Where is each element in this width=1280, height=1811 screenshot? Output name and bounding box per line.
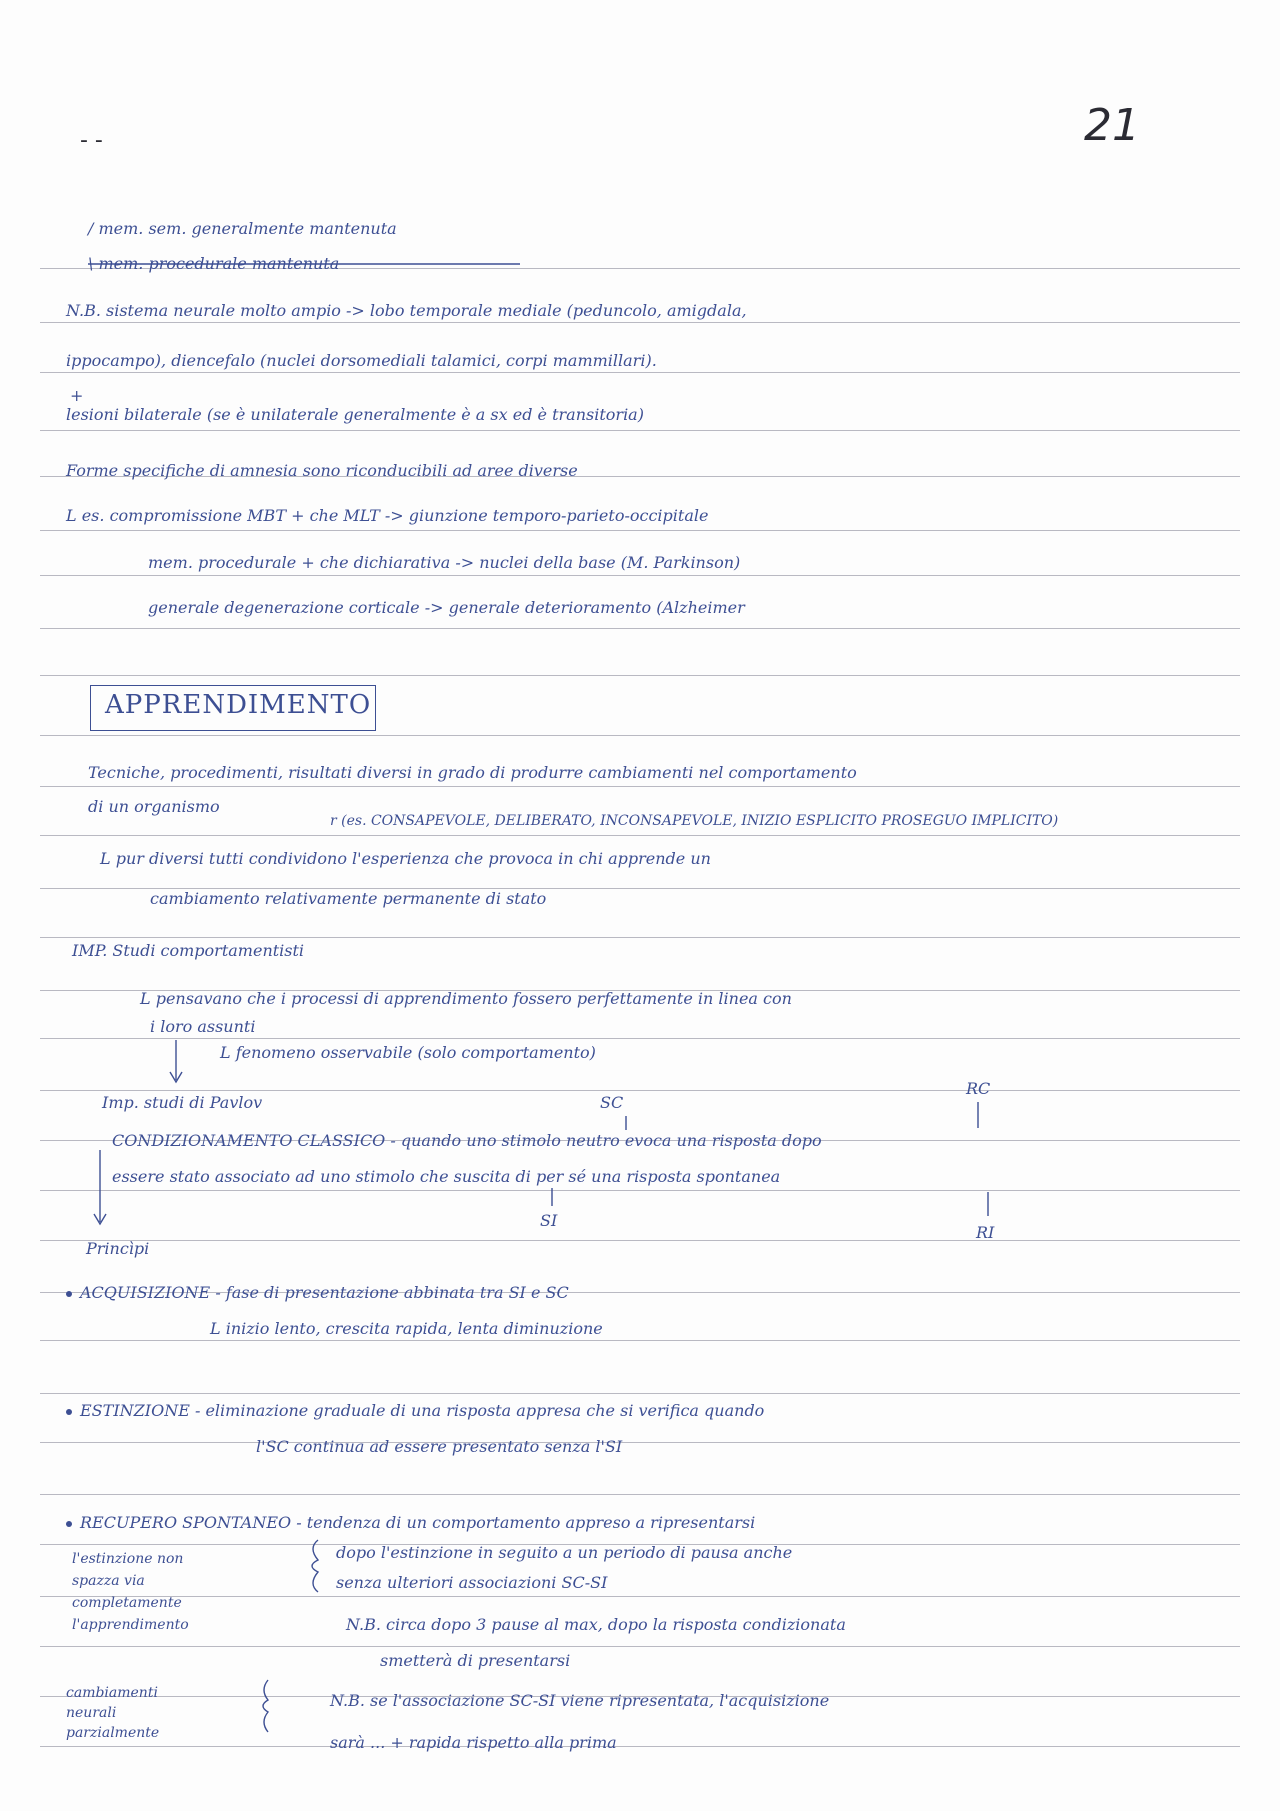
note-line: generale degenerazione corticale -> generale deterioramento (Alzheimer xyxy=(148,598,745,617)
note-line: L pur diversi tutti condividono l'esperienza che provoca in chi apprende un xyxy=(100,849,711,868)
note-line: RECUPERO SPONTANEO - tendenza di un comportamento appreso a ripresentarsi xyxy=(80,1513,756,1532)
note-line: dopo l'estinzione in seguito a un periodo di pausa anche xyxy=(336,1543,793,1562)
note-line: ESTINZIONE - eliminazione graduale di una risposta appresa che si verifica quando xyxy=(80,1401,765,1420)
note-line: ippocampo), diencefalo (nuclei dorsomediali talamici, corpi mammillari). xyxy=(66,351,657,370)
label-ri: RI xyxy=(976,1223,995,1242)
note-line: smetterà di presentarsi xyxy=(380,1651,571,1670)
note-line: Forme specifiche di amnesia sono riconducibili ad aree diverse xyxy=(66,461,578,480)
side-note: neurali xyxy=(66,1705,117,1721)
side-note: l'apprendimento xyxy=(72,1617,189,1633)
note-line: l'SC continua ad essere presentato senza l'SI xyxy=(256,1437,623,1456)
note-line: IMP. Studi comportamentisti xyxy=(72,941,305,960)
note-line: r (es. CONSAPEVOLE, DELIBERATO, INCONSAPEVOLE, INIZIO ESPLICITO PROSEGUO IMPLICITO) xyxy=(330,813,1059,829)
note-line: N.B. sistema neurale molto ampio -> lobo temporale mediale (peduncolo, amigdala, xyxy=(66,301,747,320)
label-si: SI xyxy=(540,1211,558,1230)
note-line: L es. compromissione MBT + che MLT -> giunzione temporo-parieto-occipitale xyxy=(66,506,709,525)
label-sc: SC xyxy=(600,1093,624,1112)
note-line: L fenomeno osservabile (solo comportamento) xyxy=(220,1043,596,1062)
side-note: completamente xyxy=(72,1595,182,1611)
brace-mark xyxy=(263,1680,268,1732)
header-mark: - - xyxy=(80,128,103,153)
note-line: i loro assunti xyxy=(150,1017,256,1036)
note-line: cambiamento relativamente permanente di stato xyxy=(150,889,547,908)
page-number: 21 xyxy=(1084,100,1140,151)
side-note: parzialmente xyxy=(66,1725,160,1741)
note-line: L pensavano che i processi di apprendimento fossero perfettamente in linea con xyxy=(140,989,792,1008)
note-line: ACQUISIZIONE - fase di presentazione abbinata tra SI e SC xyxy=(80,1283,569,1302)
note-line: di un organismo xyxy=(88,797,220,816)
side-note: l'estinzione non xyxy=(72,1551,184,1567)
note-line: CONDIZIONAMENTO CLASSICO - quando uno stimolo neutro evoca una risposta dopo xyxy=(112,1131,822,1150)
label-rc: RC xyxy=(966,1079,991,1098)
note-line: essere stato associato ad uno stimolo che suscita di per sé una risposta spontanea xyxy=(112,1167,781,1186)
note-line: Tecniche, procedimenti, risultati diversi in grado di produrre cambiamenti nel comportamento xyxy=(88,763,857,782)
section-title: APPRENDIMENTO xyxy=(105,690,372,720)
note-line: sarà ... + rapida rispetto alla prima xyxy=(330,1733,617,1752)
note-line: Imp. studi di Pavlov xyxy=(102,1093,263,1112)
note-line: N.B. se l'associazione SC-SI viene ripresentata, l'acquisizione xyxy=(330,1691,830,1710)
side-note: cambiamenti xyxy=(66,1685,158,1701)
side-note: spazza via xyxy=(72,1573,145,1589)
note-line: N.B. circa dopo 3 pause al max, dopo la risposta condizionata xyxy=(346,1615,846,1634)
brace-mark xyxy=(312,1540,318,1592)
plus-mark: + xyxy=(70,386,84,405)
note-line: Princìpi xyxy=(86,1239,150,1258)
note-line: mem. procedurale + che dichiarativa -> nuclei della base (M. Parkinson) xyxy=(148,553,741,572)
note-line: lesioni bilaterale (se è unilaterale generalmente è a sx ed è transitoria) xyxy=(66,405,644,424)
note-line: / mem. sem. generalmente mantenuta xyxy=(88,219,397,238)
note-line: senza ulteriori associazioni SC-SI xyxy=(336,1573,608,1592)
note-line: \ mem. procedurale mantenuta xyxy=(88,254,340,273)
note-line: L inizio lento, crescita rapida, lenta diminuzione xyxy=(210,1319,603,1338)
